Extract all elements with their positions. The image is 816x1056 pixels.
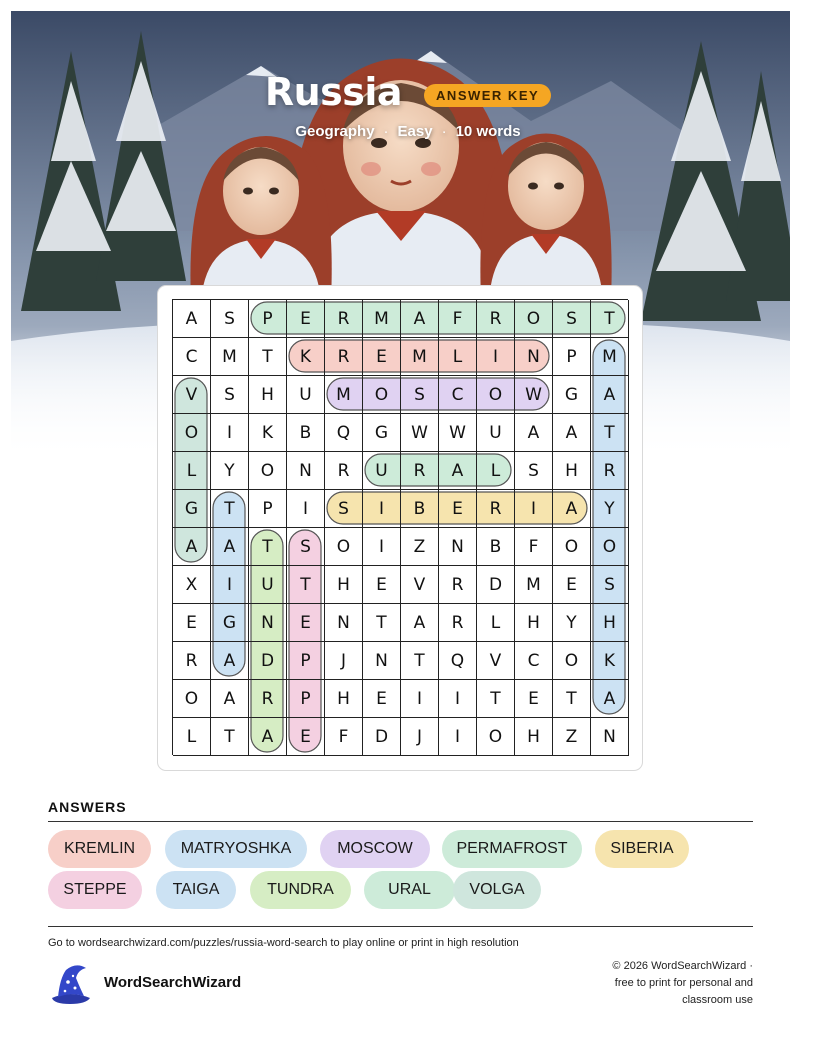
grid-cell: S	[553, 300, 591, 338]
grid-cell: C	[439, 376, 477, 414]
grid-cell: A	[515, 414, 553, 452]
grid-cell: T	[287, 566, 325, 604]
grid-cell: D	[477, 566, 515, 604]
grid-cell: T	[249, 338, 287, 376]
grid-cell: G	[173, 490, 211, 528]
grid-cell: S	[325, 490, 363, 528]
grid-cell: E	[287, 300, 325, 338]
grid-cell: Y	[591, 490, 629, 528]
grid-cell: T	[249, 528, 287, 566]
grid-cell: M	[591, 338, 629, 376]
grid-cell: E	[287, 718, 325, 756]
answer-pill-matryoshka: MATRYOSHKA	[165, 830, 307, 868]
grid-cell: H	[553, 452, 591, 490]
grid-cell: J	[401, 718, 439, 756]
grid-cell: Y	[211, 452, 249, 490]
grid-cell: Z	[401, 528, 439, 566]
grid-cell: G	[363, 414, 401, 452]
grid-cell: D	[363, 718, 401, 756]
grid-cell: P	[287, 642, 325, 680]
grid-cell: A	[211, 528, 249, 566]
grid-cell: H	[515, 718, 553, 756]
answer-key-badge: ANSWER KEY	[424, 84, 551, 107]
grid-cell: L	[477, 604, 515, 642]
grid-cell: N	[591, 718, 629, 756]
grid-cell: T	[211, 490, 249, 528]
copyright-line: classroom use	[682, 994, 753, 1006]
grid-cell: S	[401, 376, 439, 414]
grid-cell: M	[515, 566, 553, 604]
word-search-grid-wrap	[172, 299, 628, 755]
word-search-grid	[172, 299, 628, 755]
grid-cell: K	[287, 338, 325, 376]
grid-cell: A	[591, 680, 629, 718]
grid-cell: E	[173, 604, 211, 642]
grid-cell: Q	[439, 642, 477, 680]
grid-cell: I	[401, 680, 439, 718]
grid-cell: S	[211, 300, 249, 338]
grid-cell: L	[439, 338, 477, 376]
grid-cell: I	[439, 680, 477, 718]
grid-cell: P	[249, 300, 287, 338]
grid-cell: N	[363, 642, 401, 680]
meta-category: Geography	[295, 123, 375, 140]
grid-cell: H	[249, 376, 287, 414]
grid-cell: R	[439, 566, 477, 604]
grid-cell: R	[477, 490, 515, 528]
grid-cell: U	[287, 376, 325, 414]
grid-cell: C	[173, 338, 211, 376]
grid-cell: G	[553, 376, 591, 414]
grid-cell: O	[553, 528, 591, 566]
grid-cell: B	[401, 490, 439, 528]
grid-cell: V	[477, 642, 515, 680]
grid-cell: X	[173, 566, 211, 604]
grid-cell: A	[591, 376, 629, 414]
grid-cell: O	[591, 528, 629, 566]
grid-cell: E	[363, 680, 401, 718]
grid-cell: U	[477, 414, 515, 452]
grid-cell: F	[325, 718, 363, 756]
grid-cell: P	[553, 338, 591, 376]
grid-cell: R	[249, 680, 287, 718]
grid-cell: I	[477, 338, 515, 376]
grid-cell: S	[211, 376, 249, 414]
grid-cell: E	[363, 338, 401, 376]
grid-cell: I	[363, 528, 401, 566]
copyright-notice	[553, 958, 753, 1009]
grid-cell: A	[401, 300, 439, 338]
grid-cell: R	[325, 338, 363, 376]
grid-cell: O	[477, 376, 515, 414]
title-row	[0, 70, 816, 114]
grid-cell: R	[591, 452, 629, 490]
meta-difficulty: Easy	[397, 123, 433, 140]
grid-cell: O	[363, 376, 401, 414]
grid-cell: O	[477, 718, 515, 756]
grid-cell: H	[515, 604, 553, 642]
grid-cell: H	[325, 566, 363, 604]
grid-cell: M	[325, 376, 363, 414]
grid-cell: S	[287, 528, 325, 566]
puzzle-meta	[0, 123, 816, 140]
wizard-hat-icon	[46, 964, 94, 1004]
grid-cell: S	[591, 566, 629, 604]
grid-cell: O	[249, 452, 287, 490]
grid-cell: T	[363, 604, 401, 642]
answer-pill-siberia: SIBERIA	[595, 830, 689, 868]
grid-cell: I	[211, 566, 249, 604]
footer-url-text: Go to wordsearchwizard.com/puzzles/russia-word-search to play online or print in high resolution	[48, 937, 519, 949]
answer-pill-steppe: STEPPE	[48, 871, 142, 909]
grid-cell: T	[591, 300, 629, 338]
grid-cell: D	[249, 642, 287, 680]
grid-cell: I	[211, 414, 249, 452]
grid-cell: A	[173, 528, 211, 566]
grid-cell: A	[211, 680, 249, 718]
answers-heading: ANSWERS	[48, 799, 127, 815]
grid-cell: R	[173, 642, 211, 680]
grid-cell: N	[325, 604, 363, 642]
grid-cell: R	[401, 452, 439, 490]
grid-cell: P	[249, 490, 287, 528]
grid-cell: E	[363, 566, 401, 604]
footer-divider	[48, 926, 753, 927]
grid-cell: A	[249, 718, 287, 756]
grid-cell: A	[553, 490, 591, 528]
grid-cell: F	[439, 300, 477, 338]
grid-cell: T	[591, 414, 629, 452]
grid-cell: T	[553, 680, 591, 718]
answer-pill-kremlin: KREMLIN	[48, 830, 151, 868]
grid-cell: P	[287, 680, 325, 718]
grid-cell: G	[211, 604, 249, 642]
grid-cell: I	[287, 490, 325, 528]
answer-pill-permafrost: PERMAFROST	[442, 830, 582, 868]
grid-cell: A	[173, 300, 211, 338]
page-title: Russia	[264, 70, 403, 114]
copyright-line: © 2026 WordSearchWizard ·	[612, 960, 753, 972]
grid-cell: K	[249, 414, 287, 452]
grid-cell: M	[363, 300, 401, 338]
grid-cell: T	[401, 642, 439, 680]
grid-cell: N	[287, 452, 325, 490]
grid-cell: R	[439, 604, 477, 642]
grid-cell: B	[477, 528, 515, 566]
grid-cell: V	[401, 566, 439, 604]
grid-cell: E	[439, 490, 477, 528]
grid-cell: N	[249, 604, 287, 642]
grid-cell: H	[591, 604, 629, 642]
grid-cell: U	[249, 566, 287, 604]
grid-cell: E	[287, 604, 325, 642]
grid-cell: R	[325, 300, 363, 338]
meta-word-count: 10 words	[455, 123, 521, 140]
answer-pill-ural: URAL	[364, 871, 455, 909]
brand-name: WordSearchWizard	[104, 974, 242, 991]
grid-cell: B	[287, 414, 325, 452]
answer-pill-volga: VOLGA	[453, 871, 541, 909]
grid-cell: J	[325, 642, 363, 680]
grid-cell: A	[401, 604, 439, 642]
grid-cell: F	[515, 528, 553, 566]
grid-cell: T	[211, 718, 249, 756]
answer-pill-taiga: TAIGA	[156, 871, 236, 909]
grid-cell: L	[173, 452, 211, 490]
answer-pill-moscow: MOSCOW	[320, 830, 430, 868]
grid-cell: W	[401, 414, 439, 452]
grid-cell: Y	[553, 604, 591, 642]
grid-cell: O	[325, 528, 363, 566]
meta-separator: ·	[383, 123, 389, 140]
answers-divider	[48, 821, 753, 822]
grid-cell: N	[439, 528, 477, 566]
grid-cell: E	[553, 566, 591, 604]
grid-cell: N	[515, 338, 553, 376]
grid-cell: C	[515, 642, 553, 680]
grid-cell: T	[477, 680, 515, 718]
grid-cell: W	[515, 376, 553, 414]
grid-cell: O	[553, 642, 591, 680]
grid-cell: O	[515, 300, 553, 338]
grid-cell: M	[401, 338, 439, 376]
meta-separator: ·	[441, 123, 447, 140]
grid-cell: U	[363, 452, 401, 490]
grid-cell: M	[211, 338, 249, 376]
copyright-line: free to print for personal and	[614, 977, 753, 989]
grid-cell: I	[515, 490, 553, 528]
grid-cell: E	[515, 680, 553, 718]
grid-cell: R	[477, 300, 515, 338]
grid-cell: L	[477, 452, 515, 490]
grid-cell: I	[363, 490, 401, 528]
grid-cell: L	[173, 718, 211, 756]
grid-cell: A	[439, 452, 477, 490]
grid-cell: O	[173, 680, 211, 718]
grid-cell: Q	[325, 414, 363, 452]
grid-cell: A	[211, 642, 249, 680]
grid-cell: I	[439, 718, 477, 756]
grid-cell: H	[325, 680, 363, 718]
grid-cell: S	[515, 452, 553, 490]
grid-cell: R	[325, 452, 363, 490]
grid-cell: Z	[553, 718, 591, 756]
grid-cell: W	[439, 414, 477, 452]
grid-cell: V	[173, 376, 211, 414]
grid-cell: A	[553, 414, 591, 452]
grid-cell: K	[591, 642, 629, 680]
grid-cell: O	[173, 414, 211, 452]
answer-pill-tundra: TUNDRA	[250, 871, 351, 909]
